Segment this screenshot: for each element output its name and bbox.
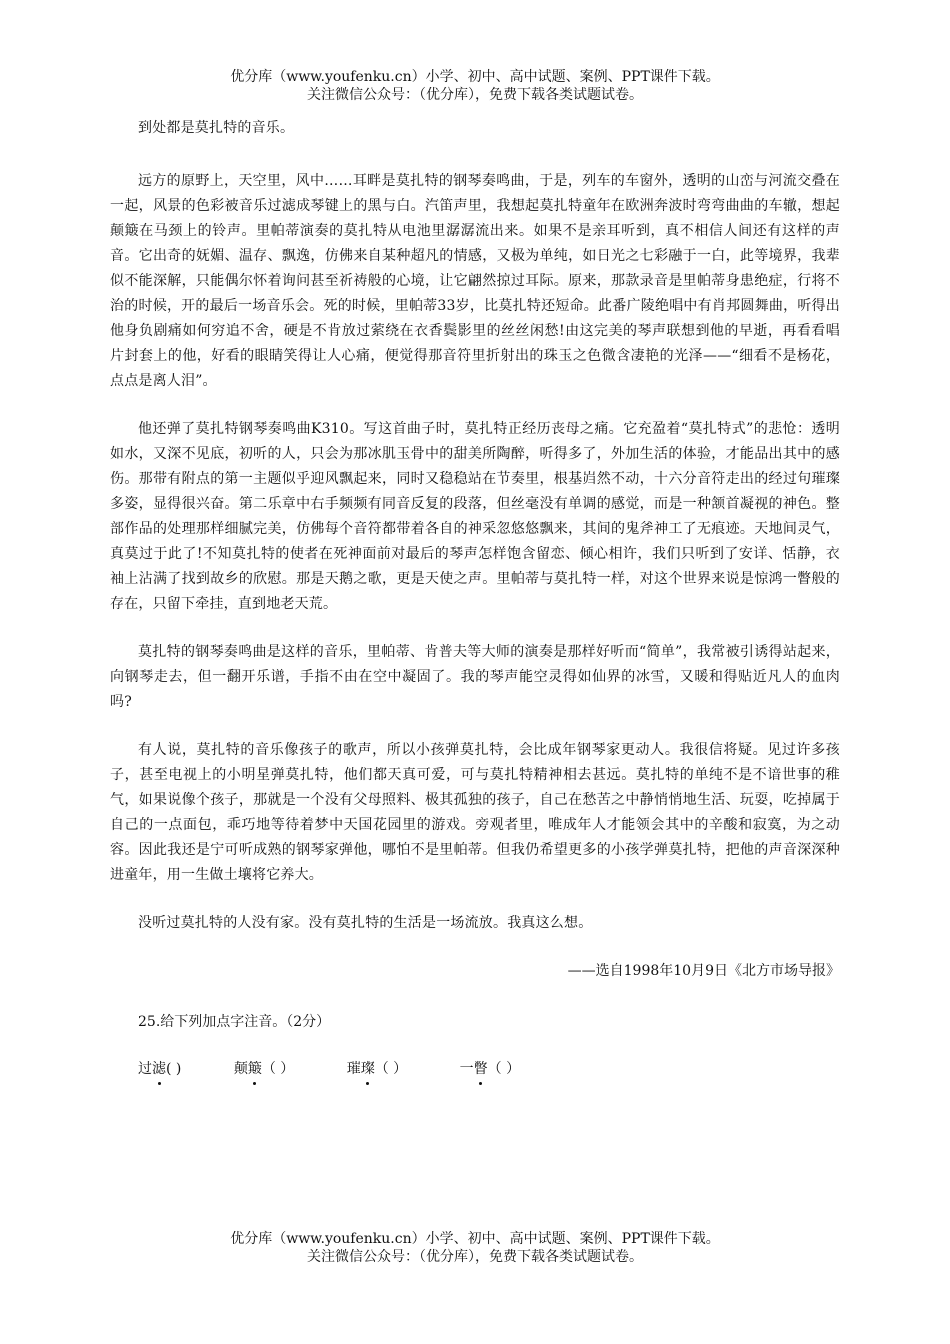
paragraph-1: 到处都是莫扎特的音乐。 bbox=[138, 120, 295, 136]
paragraph-2: 远方的原野上，天空里，风中……耳畔是莫扎特的钢琴奏鸣曲，于是，列车的车窗外，透明的山峦与河流交叠在一起，风景的色彩被音乐过滤成琴键上的黑与白。汽笛声里，我想起莫扎特童年在欧洲奔波时弯弯曲曲的车辙，想起颠簸在马颈上的铃声。里帕蒂演奏的莫扎特从电池里潺潺流出来。如果不是亲耳听到，真不相信人间还有这样的声音。它出奇的妩媚、温存、飘逸，仿佛来自某种超凡的情感，又极为单纯，如日光之七彩融于一白，此等境界，我辈似不能深解，只能偶尔怀着询问甚至祈祷般的心境，让它翩然掠过耳际。原来，那款录音是里帕蒂身患绝症，行将不治的时候，开的最后一场音乐会。死的时候，里帕蒂33岁，比莫扎特还短命。此番广陵绝唱中有肖邦圆舞曲，听得出他身负剧痛如何穷追不舍，硬是不肯放过萦绕在衣香鬓影里的丝丝闲愁!由这完美的琴声联想到他的早逝，再看看唱片封套上的他，好看的眼睛笑得让人心痛，便觉得那音符里折射出的珠玉之色微含凄艳的光泽——“细看不是杨花，点点是离人泪”。 bbox=[110, 173, 840, 389]
pinyin-item-4 bbox=[460, 1057, 520, 1082]
page-footer bbox=[0, 1230, 950, 1266]
paragraph-3: 他还弹了莫扎特钢琴奏鸣曲K310。写这首曲子时，莫扎特正经历丧母之痛。它充盈着“莫扎特式”的悲怆：透明如水，又深不见底，初听的人，只会为那冰肌玉骨中的甜美所陶醉，听得多了，外加生活的体验，才能品出其中的感伤。那带有附点的第一主题似乎迎风飘起来，同时又稳稳站在节奏里，根基岿然不动，十六分音符走出的经过句璀璨多姿，显得很兴奋。第二乐章中右手频频有同音反复的段落，但丝毫没有单调的感觉，而是一种颔首凝视的神色。整部作品的处理那样细腻完美，仿佛每个音符都带着各自的神采忽悠悠飘来，其间的鬼斧神工了无痕迹。天地间灵气，真莫过于此了!不知莫扎特的使者在死神面前对最后的琴声怎样饱含留恋、倾心相许，我们只听到了安详、恬静，衣袖上沾满了找到故乡的欣慰。那是天鹅之歌，更是天使之声。里帕蒂与莫扎特一样，对这个世界来说是惊鸿一瞥般的存在，只留下牵挂，直到地老天荒。 bbox=[110, 421, 840, 612]
question-25: 25.给下列加点字注音。（2分） bbox=[138, 1014, 331, 1030]
article-body bbox=[110, 116, 840, 1082]
dotted-char: 簸 bbox=[248, 1057, 262, 1082]
dotted-char: 璨 bbox=[361, 1057, 375, 1082]
word-prefix: 璀 bbox=[346, 1061, 361, 1077]
pinyin-answer-row bbox=[110, 1057, 840, 1082]
pinyin-item-3 bbox=[347, 1057, 407, 1082]
paragraph-5: 有人说，莫扎特的音乐像孩子的歌声，所以小孩弹莫扎特，会比成年钢琴家更动人。我很信将疑。见过许多孩子，甚至电视上的小明星弹莫扎特，他们都天真可爱，可与莫扎特精神相去甚远。莫扎特的单纯不是不谙世事的稚气，如果说像个孩子，那就是一个没有父母照料、极其孤独的孩子，自己在愁苦之中静悄悄地生活、玩耍，吃掉属于自己的一点面包，乖巧地等待着梦中天国花园里的游戏。旁观者里，唯成年人才能领会其中的辛酸和寂寞，为之动容。因此我还是宁可听成熟的钢琴家弹他，哪怕不是里帕蒂。但我仍希望更多的小孩学弹莫扎特，把他的声音深深种进童年，用一生做土壤将它养大。 bbox=[110, 742, 840, 883]
dotted-char: 瞥 bbox=[474, 1057, 488, 1082]
pinyin-item-2 bbox=[234, 1057, 294, 1082]
answer-blank[interactable]: （ ） bbox=[261, 1061, 295, 1077]
pinyin-item-1 bbox=[138, 1057, 181, 1082]
article-source: ——选自1998年10月9日《北方市场导报》 bbox=[567, 963, 840, 979]
header-line-2: 关注微信公众号：（优分库），免费下载各类试题试卷。 bbox=[307, 87, 643, 103]
dotted-char: 滤 bbox=[152, 1057, 166, 1082]
paragraph-6: 没听过莫扎特的人没有家。没有莫扎特的生活是一场流放。我真这么想。 bbox=[138, 915, 593, 931]
paragraph-4: 莫扎特的钢琴奏鸣曲是这样的音乐，里帕蒂、肯普夫等大师的演奏是那样好听而“简单”，我常被引诱得站起来，向钢琴走去，但一翻开乐谱，手指不由在空中凝固了。我的琴声能空灵得如仙界的冰雪，又暖和得贴近凡人的血肉吗? bbox=[110, 644, 840, 710]
answer-blank[interactable]: ( ) bbox=[166, 1061, 182, 1077]
answer-blank[interactable]: （ ） bbox=[487, 1061, 521, 1077]
word-prefix: 过 bbox=[138, 1061, 152, 1077]
word-prefix: 一 bbox=[459, 1061, 474, 1077]
answer-blank[interactable]: （ ） bbox=[374, 1061, 408, 1077]
footer-line-1: 优分库（www.youfenku.cn）小学、初中、高中试题、案例、PPT课件下载。 bbox=[230, 1231, 720, 1247]
page-header bbox=[0, 68, 950, 104]
footer-line-2: 关注微信公众号：（优分库），免费下载各类试题试卷。 bbox=[307, 1249, 643, 1265]
header-line-1: 优分库（www.youfenku.cn）小学、初中、高中试题、案例、PPT课件下载。 bbox=[230, 69, 720, 85]
word-prefix: 颠 bbox=[233, 1061, 248, 1077]
